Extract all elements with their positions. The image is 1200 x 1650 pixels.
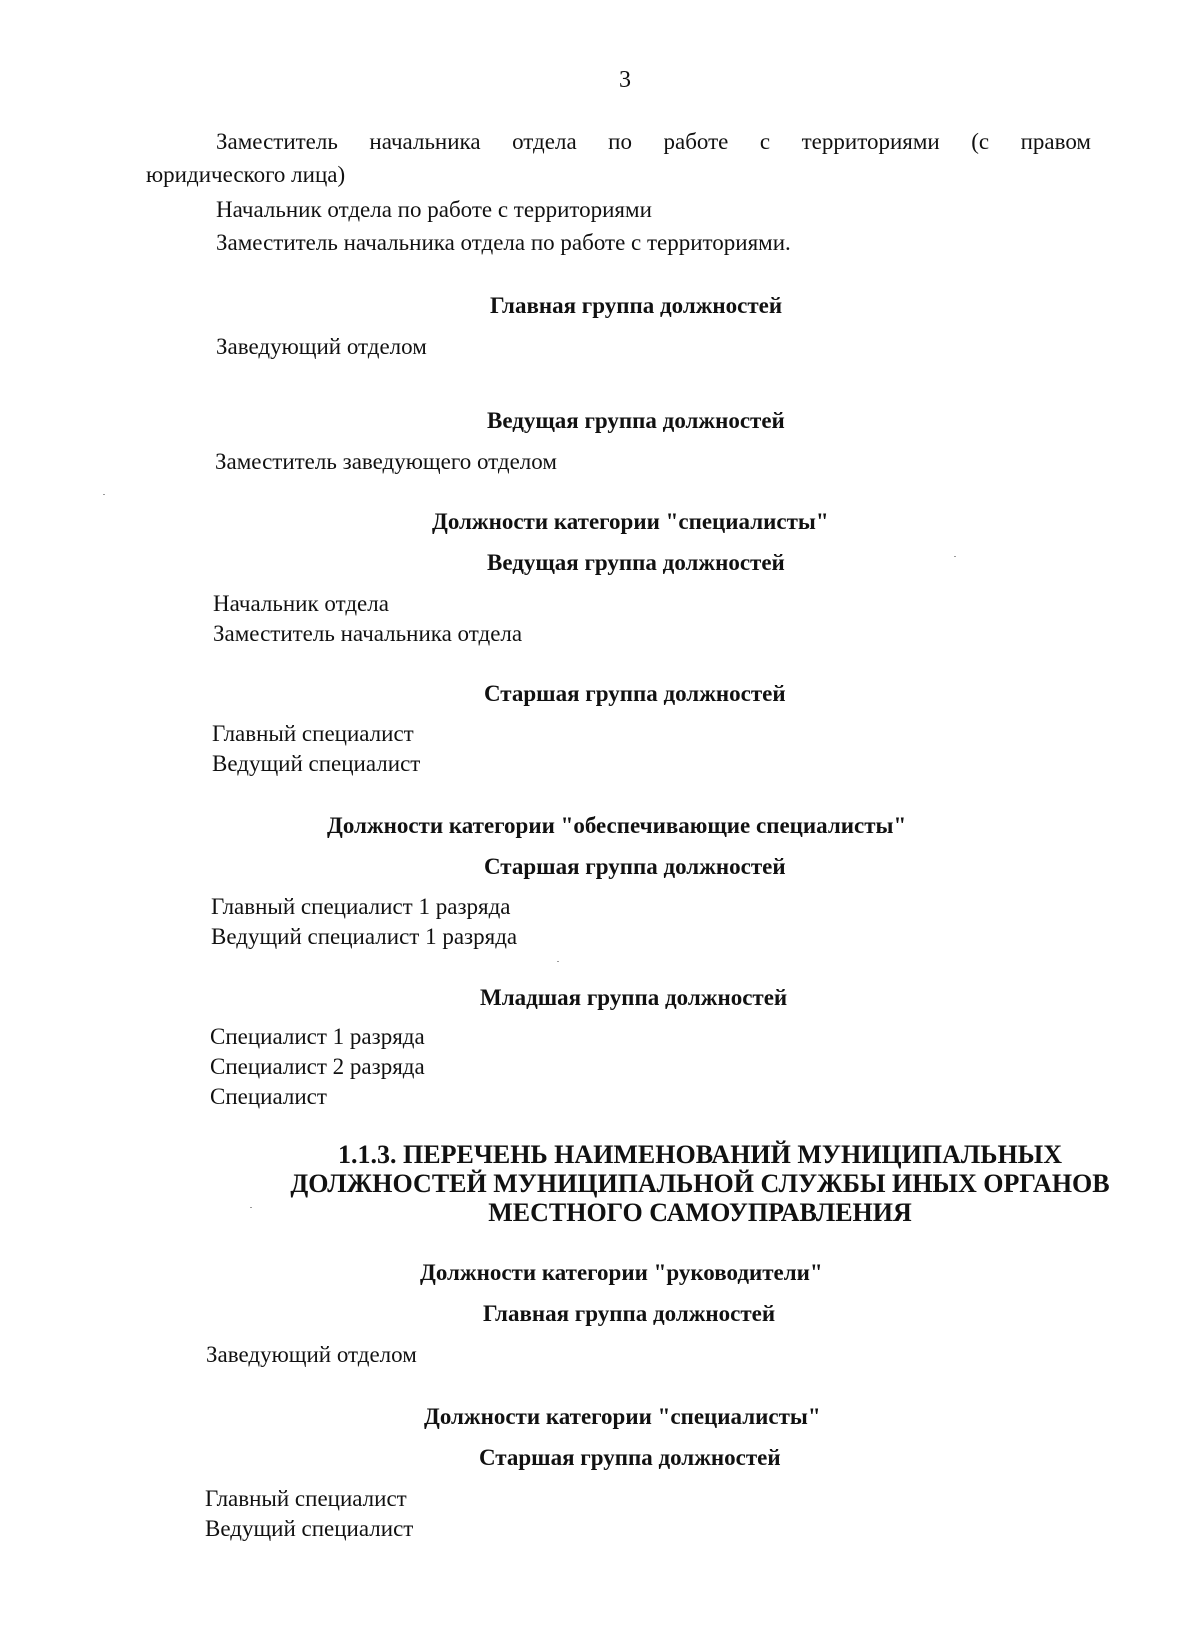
group-heading: Старшая группа должностей: [479, 1445, 781, 1470]
page-number: 3: [619, 67, 631, 93]
list-item: Заведующий отделом: [216, 334, 427, 359]
intro-word: Заместитель: [216, 129, 338, 154]
section-title-line: МЕСТНОГО САМОУПРАВЛЕНИЯ: [488, 1198, 912, 1227]
intro-word: отдела: [512, 129, 577, 154]
group-heading: Младшая группа должностей: [480, 985, 788, 1010]
list-item: Начальник отдела по работе с территориями: [216, 197, 652, 222]
group-heading: Старшая группа должностей: [484, 681, 786, 706]
category-heading: Должности категории "специалисты": [424, 1404, 821, 1429]
list-item: Заместитель заведующего отделом: [215, 449, 557, 474]
intro-word: (с: [971, 129, 990, 154]
list-item: Ведущий специалист 1 разряда: [211, 924, 518, 949]
intro-first-line: [216, 130, 1091, 153]
list-item: Специалист 1 разряда: [210, 1024, 425, 1049]
list-item: Главный специалист: [212, 721, 414, 746]
list-item: Специалист: [210, 1084, 327, 1109]
category-heading: Должности категории "руководители": [420, 1260, 823, 1285]
intro-continuation: юридического лица): [146, 162, 346, 187]
group-heading: Старшая группа должностей: [484, 854, 786, 879]
intro-word: с: [759, 129, 771, 154]
list-item: Начальник отдела: [213, 591, 389, 616]
category-heading: Должности категории "специалисты": [432, 509, 829, 534]
list-item: Главный специалист: [205, 1486, 407, 1511]
list-item: Главный специалист 1 разряда: [211, 894, 511, 919]
scan-speck: [103, 494, 105, 495]
intro-word: работе: [663, 129, 729, 154]
list-item: Ведущий специалист: [212, 751, 421, 776]
section-title: [150, 1140, 1200, 1227]
list-item: Заместитель начальника отдела по работе с территориями.: [216, 230, 791, 255]
list-item: Специалист 2 разряда: [210, 1054, 425, 1079]
intro-word: по: [608, 129, 632, 154]
scan-speck: [250, 1207, 252, 1208]
section-title-line: ДОЛЖНОСТЕЙ МУНИЦИПАЛЬНОЙ СЛУЖБЫ ИНЫХ ОРГАНОВ: [290, 1169, 1110, 1198]
group-heading: Главная группа должностей: [490, 293, 783, 318]
group-heading: Ведущая группа должностей: [487, 408, 785, 433]
section-title-line: 1.1.3. ПЕРЕЧЕНЬ НАИМЕНОВАНИЙ МУНИЦИПАЛЬНЫХ: [338, 1140, 1062, 1169]
list-item: Ведущий специалист: [205, 1516, 414, 1541]
scan-speck: [954, 556, 956, 557]
intro-word: начальника: [369, 129, 481, 154]
list-item: Заведующий отделом: [206, 1342, 417, 1367]
group-heading: Главная группа должностей: [483, 1301, 776, 1326]
category-heading: Должности категории "обеспечивающие специалисты": [327, 813, 907, 838]
scan-speck: [557, 961, 559, 962]
list-item: Заместитель начальника отдела: [213, 621, 523, 646]
intro-word: территориями: [801, 129, 940, 154]
group-heading: Ведущая группа должностей: [487, 550, 785, 575]
intro-word: правом: [1020, 129, 1091, 154]
